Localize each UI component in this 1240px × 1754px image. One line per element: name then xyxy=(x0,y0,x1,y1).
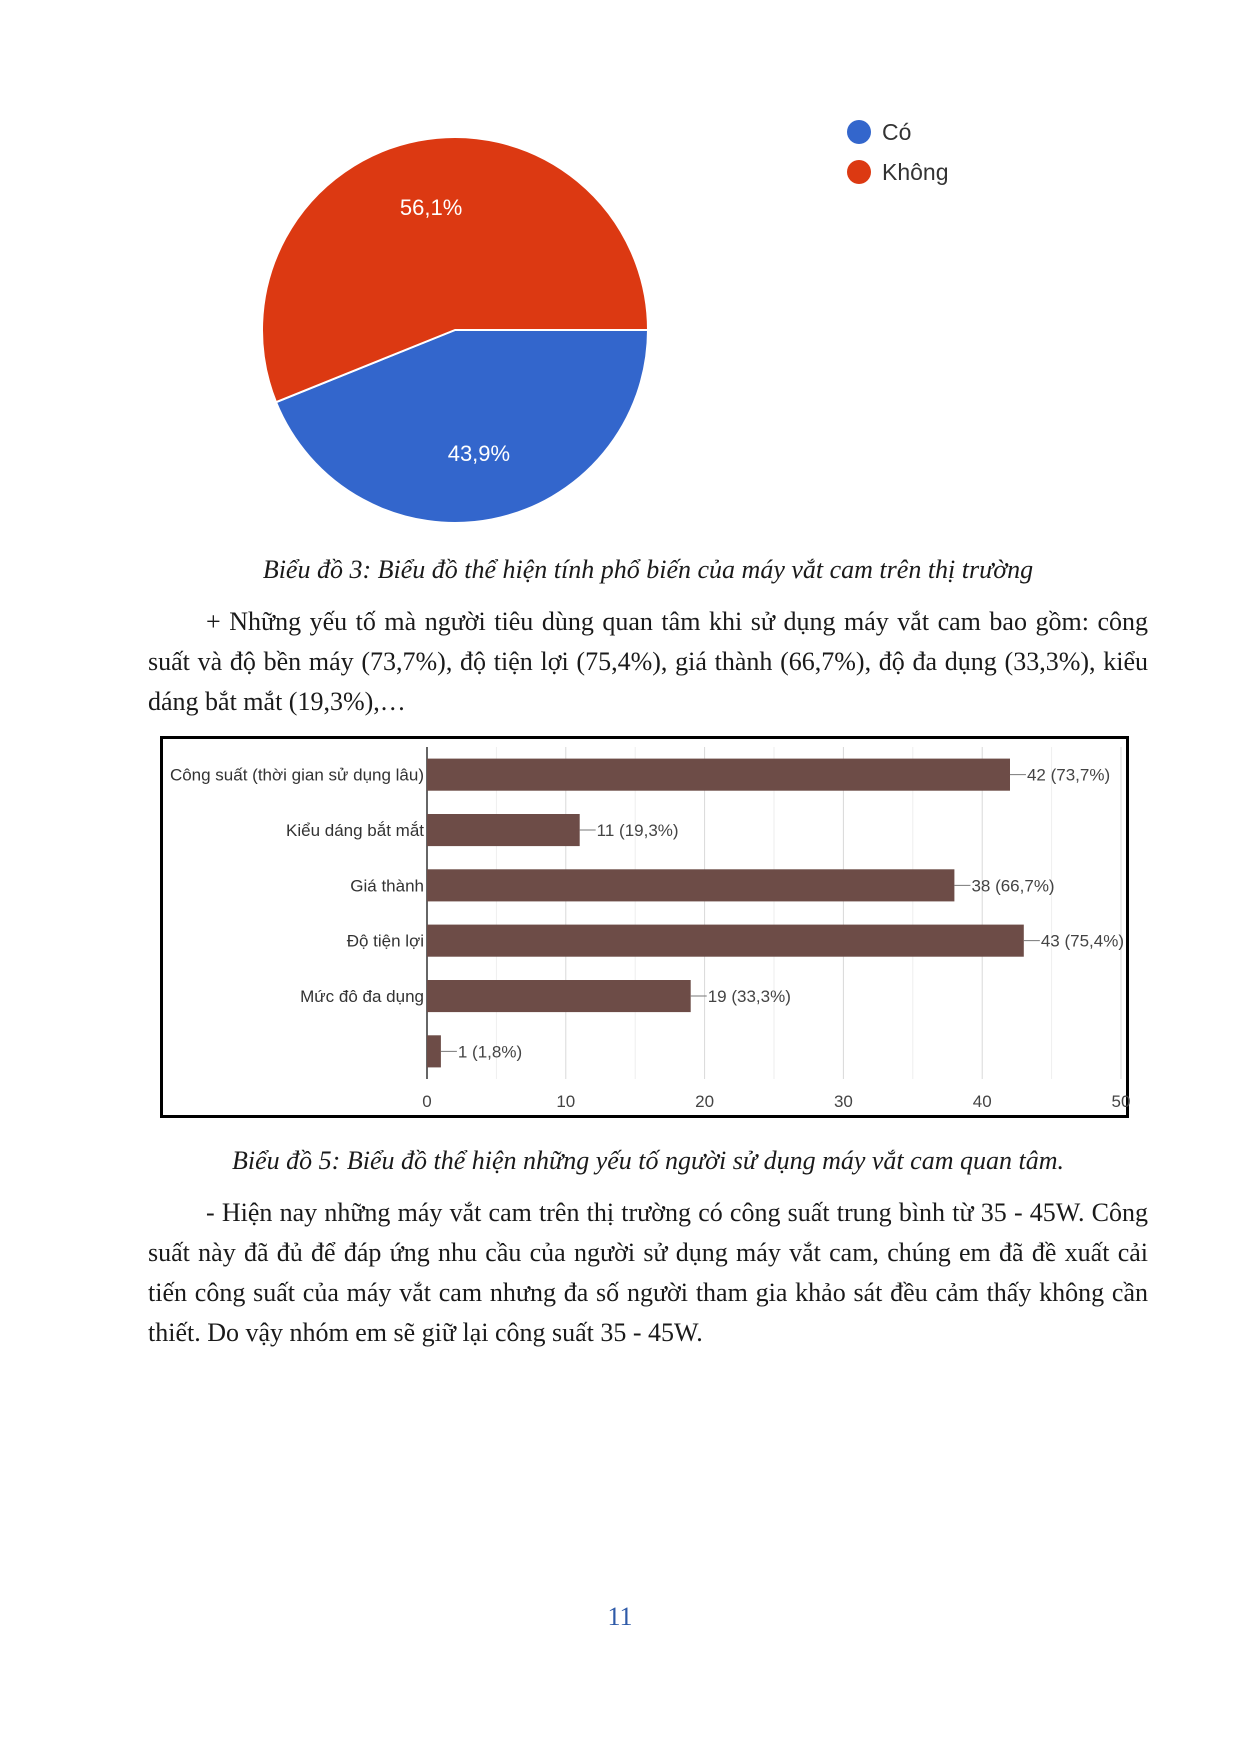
legend-marker xyxy=(847,160,871,184)
category-label: Công suất (thời gian sử dụng lâu) xyxy=(169,765,424,785)
pie-chart xyxy=(150,110,1100,540)
bar xyxy=(427,925,1024,957)
bar-data-label: 42 (73,7%) xyxy=(1026,765,1111,785)
bar xyxy=(427,980,691,1012)
bar-data-label: 11 (19,3%) xyxy=(596,821,679,840)
page-number: 11 xyxy=(607,1602,633,1631)
factors-paragraph xyxy=(148,602,1148,722)
bar xyxy=(427,869,954,901)
pie-slice-label: 43,9% xyxy=(447,441,511,467)
category-label: Giá thành xyxy=(350,876,424,896)
power-paragraph xyxy=(148,1193,1148,1353)
x-tick-label: 30 xyxy=(833,1092,853,1111)
legend-marker xyxy=(847,120,871,144)
bar xyxy=(427,814,580,846)
bar-data-label: 1 (1,8%) xyxy=(457,1042,523,1062)
chart-5-caption: Biểu đồ 5: Biểu đồ thể hiện những yếu tố người sử dụng máy vắt cam quan tâm. xyxy=(232,1146,1064,1175)
x-tick-label: 10 xyxy=(556,1092,576,1111)
category-label: Kiểu dáng bắt mắt xyxy=(286,821,424,840)
x-tick-label: 40 xyxy=(972,1092,992,1111)
pie-slice-label: 56,1% xyxy=(399,194,463,220)
bar-data-label: 38 (66,7%) xyxy=(971,876,1055,896)
x-tick-label: 0 xyxy=(422,1092,432,1111)
bar-chart xyxy=(163,739,1131,1115)
chart-3-caption: Biểu đồ 3: Biểu đồ thể hiện tính phổ biến của máy vắt cam trên thị trường xyxy=(262,555,1034,584)
bar-chart-frame xyxy=(160,736,1129,1118)
bar xyxy=(427,759,1010,791)
factors-text: + Những yếu tố mà người tiêu dùng quan tâm khi sử dụng máy vắt cam bao gồm: công suất và độ bền máy (73,7%), độ tiện lợi (75,4%), giá thành (66,7%), độ đa dụng (33,3%), kiểu dáng bắt mắt (19,3%),… xyxy=(148,607,1148,716)
category-label: Mức đô đa dụng xyxy=(300,987,424,1006)
bar xyxy=(427,1035,441,1067)
bar-data-label: 43 (75,4%) xyxy=(1040,931,1125,951)
x-tick-label: 50 xyxy=(1111,1092,1131,1111)
legend-label: Có xyxy=(882,119,912,145)
category-label: Độ tiện lợi xyxy=(346,931,424,951)
x-tick-label: 20 xyxy=(695,1092,715,1111)
legend-label: Không xyxy=(882,159,949,185)
power-text: - Hiện nay những máy vắt cam trên thị trường có công suất trung bình từ 35 - 45W. Công suất này đã đủ để đáp ứng nhu cầu của người sử dụng máy vắt cam, chúng em đã đề xuất cải tiến công suất của máy vắt cam nhưng đa số người tham gia khảo sát đều cảm thấy không cần thiết. Do vậy nhóm em sẽ giữ lại công suất 35 - 45W. xyxy=(148,1198,1148,1347)
bar-data-label: 19 (33,3%) xyxy=(707,987,791,1006)
